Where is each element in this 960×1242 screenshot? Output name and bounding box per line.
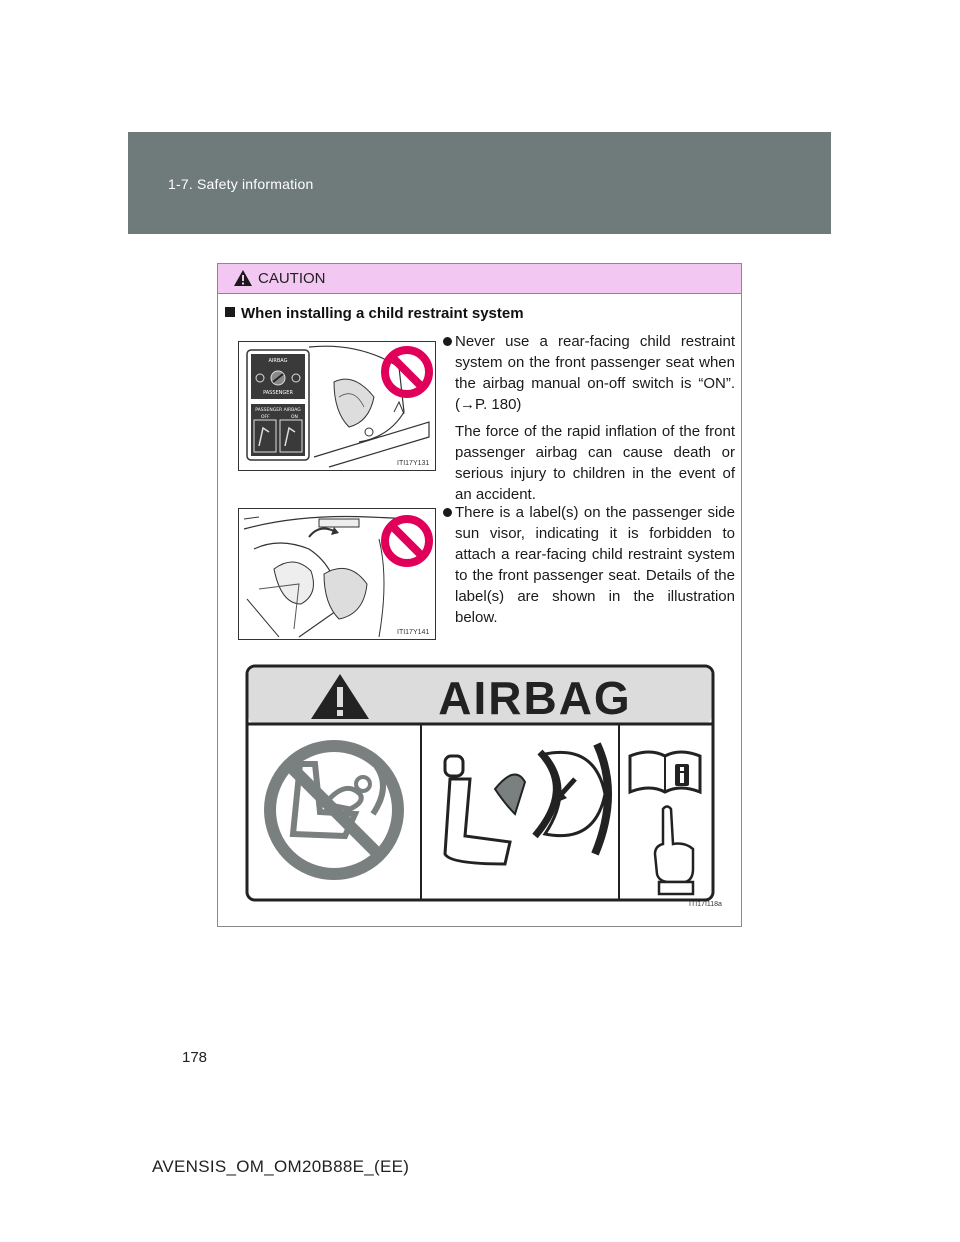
illustration-airbag-label (245, 664, 722, 908)
airbag-switch-drawing (239, 342, 435, 470)
section-title: 1-7. Safety information (168, 176, 314, 192)
document-id: AVENSIS_OM_OM20B88E_(EE) (152, 1157, 410, 1176)
svg-text:PASSENGER: PASSENGER (263, 390, 293, 396)
svg-text:AIRBAG: AIRBAG (268, 358, 288, 364)
illustration-sun-visor (238, 508, 436, 640)
illustration-code: ITI17I118a (689, 901, 722, 908)
bullet-square-icon (225, 307, 235, 317)
manual-book-icon (630, 752, 700, 792)
page-number: 178 (182, 1049, 208, 1066)
caution-bar (218, 264, 741, 294)
bullet-dot-icon (443, 508, 452, 517)
list-item-label-info: There is a label(s) on the passenger side sun visor, indicating it is forbidden to attach a rear-facing child restraint system to the front passenger seat. Details of the label(s) are shown in the illustration below. (455, 502, 735, 628)
bullet-dot-icon (443, 337, 452, 346)
caution-title: CAUTION (258, 270, 326, 287)
illustration-code: ITI17Y131 (397, 460, 430, 467)
warning-icon (233, 269, 253, 287)
caution-box (217, 263, 742, 927)
illustration-airbag-switch (238, 341, 436, 471)
svg-text:AIRBAG: AIRBAG (438, 672, 632, 724)
svg-text:OFF: OFF (261, 415, 270, 420)
sun-visor-drawing (239, 509, 435, 639)
airbag-label-drawing (245, 664, 715, 904)
list-item-never-use: Never use a rear-facing child restraint system on the front passenger seat when the airbag manual on-off switch is “ON”. (→P. 180) The force of the rapid inflation of the front passenger airbag can cause death or serious injury to children in the event of an accident. (455, 331, 735, 505)
svg-text:ON: ON (291, 415, 298, 420)
caution-heading: When installing a child restraint system (225, 305, 524, 322)
section-header (128, 132, 831, 234)
illustration-code: ITI17Y141 (397, 629, 430, 636)
svg-text:PASSENGER AIRBAG: PASSENGER AIRBAG (255, 408, 301, 413)
